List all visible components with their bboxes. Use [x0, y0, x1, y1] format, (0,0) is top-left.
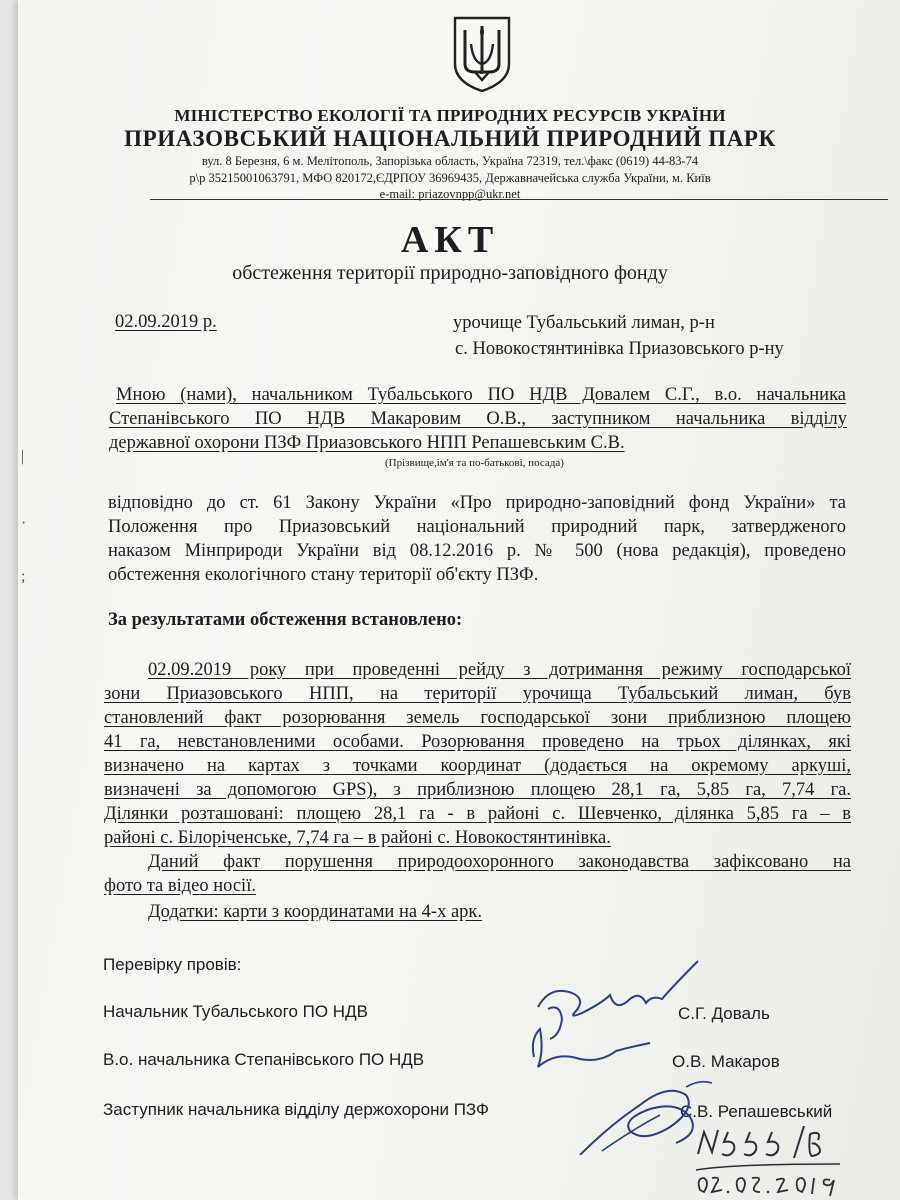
location-line-2: с. Новокостянтинівка Приазовського р-ну	[455, 339, 784, 359]
findings-line: 41 га, невстановленими особами. Розорювання проведено на трьох ділянках, які	[104, 732, 851, 752]
address-line: вул. 8 Березня, 6 м. Мелітополь, Запорізька область, Україна 72319, тел.\факс (0619) 44-83-74	[201, 154, 699, 168]
findings-line: районі с. Білоріченське, 7,74 га – в районі с. Новокостянтинівка.	[104, 828, 611, 848]
findings-line: зони Приазовського НПП, на території урочища Тубальський лиман, був	[104, 684, 851, 704]
edge-mark: |	[21, 448, 25, 465]
handwritten-registration-stamp	[690, 1118, 850, 1200]
findings-line: становлений факт розорювання земель господарської зони приблизною площею	[104, 708, 851, 728]
edge-mark: ;	[21, 568, 26, 585]
edge-mark: ·	[21, 515, 27, 532]
basis-line: відповідно до ст. 61 Закону України «Про природно-заповідний фонд України» та	[108, 493, 846, 513]
inspectors-line: Степанівського ПО НДВ Макаровим О.В., заступником начальника відділу	[109, 409, 847, 429]
signoff-name: С.Г. Доваль	[678, 1004, 770, 1023]
findings-line: визначено на картах з точками координат (додається на окремому аркуші,	[104, 756, 851, 776]
inspectors-hint: (Прізвище,ім'я та по-батькові, посада)	[385, 457, 564, 469]
basis-line: Положення про Приазовський національний природний парк, затвердженого	[108, 517, 846, 537]
header-divider	[150, 199, 888, 200]
findings-line: фото та відео носії.	[104, 876, 256, 896]
basis-line: наказом Мінприроди України від 08.12.2016 р. № 500 (нова редакція), проведено	[108, 541, 846, 561]
email-line: e-mail: priazovnpp@ukr.net	[379, 187, 521, 201]
signoff-name: О.В. Макаров	[672, 1052, 780, 1071]
findings-line: Ділянки розташовані: площею 28,1 га - в районі с. Шевченко, ділянка 5,85 га – в	[104, 804, 851, 824]
signoff-position: Заступник начальника відділу держохорони ПЗФ	[103, 1100, 489, 1119]
findings-line: визначені за допомогою GPS), з приблизною площею 28,1 га, 5,85 га, 7,74 га.	[104, 780, 851, 800]
findings-line: Даний факт порушення природоохоронного законодавства зафіксовано на	[148, 852, 851, 872]
bank-details-line: р\р 35215001063791, МФО 820172,ЄДРПОУ 36969435, Державначейська служба України, м. Київ	[189, 171, 711, 185]
signoff-position: Начальник Тубальського ПО НДВ	[103, 1002, 368, 1021]
findings-heading: За результатами обстеження встановлено:	[108, 610, 463, 630]
signoff-name: С.В. Репашевський	[680, 1102, 833, 1121]
park-name: ПРИАЗОВСЬКИЙ НАЦІОНАЛЬНИЙ ПРИРОДНИЙ ПАРК	[124, 126, 776, 151]
act-subtitle: обстеження території природно-заповідного фонду	[232, 262, 668, 284]
findings-line: 02.09.2019 року при проведенні рейду з дотримання режиму господарської	[148, 660, 851, 680]
basis-line: обстеження екологічного стану території об'єкту ПЗФ.	[108, 565, 539, 585]
signoff-heading: Перевірку провів:	[103, 955, 242, 974]
attachments-line: Додатки: карти з координатами на 4-х арк.	[148, 902, 483, 922]
signoff-position: В.о. начальника Степанівського ПО НДВ	[103, 1050, 425, 1069]
location-line-1: урочище Тубальський лиман, р-н	[453, 313, 715, 333]
ministry-name: МІНІСТЕРСТВО ЕКОЛОГІЇ ТА ПРИРОДНИХ РЕСУРСІВ УКРАЇНИ	[174, 106, 726, 125]
act-date: 02.09.2019 р.	[115, 312, 217, 332]
inspectors-line: державної охорони ПЗФ Приазовського НПП Репашевським С.В.	[109, 433, 625, 453]
inspectors-line: Мною (нами), начальником Тубальського ПО НДВ Довалем С.Г., в.о. начальника	[116, 385, 846, 405]
act-title: АКТ	[400, 219, 500, 261]
coat-of-arms-icon	[451, 14, 513, 94]
